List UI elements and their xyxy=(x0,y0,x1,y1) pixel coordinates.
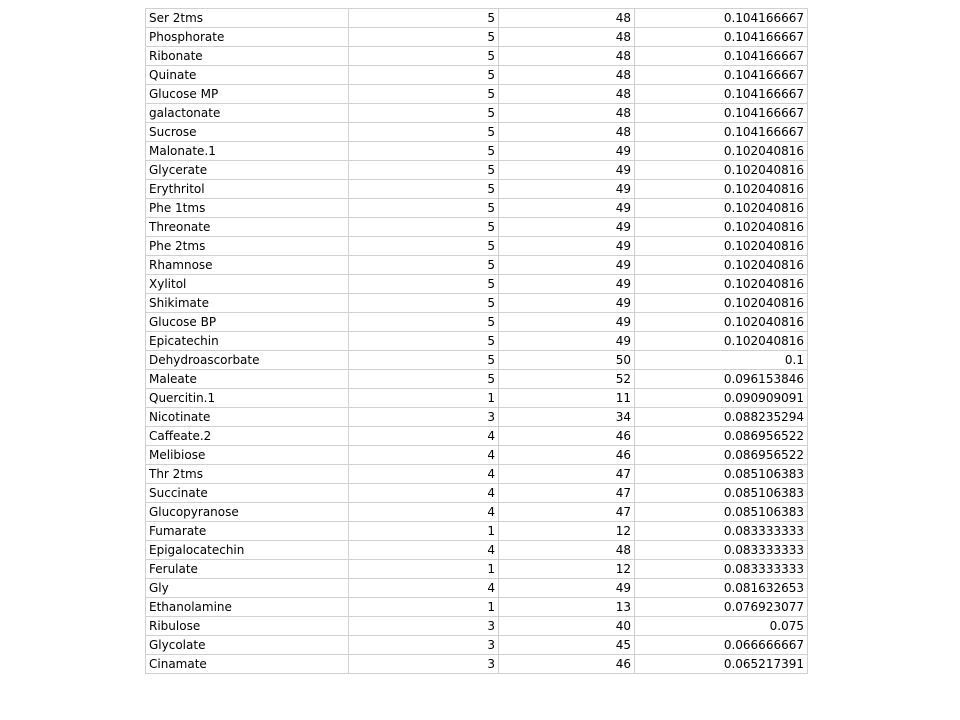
metabolite-name-cell[interactable]: Glucose BP xyxy=(146,313,349,332)
ratio-cell[interactable]: 0.102040816 xyxy=(635,275,808,294)
metabolite-name-cell[interactable]: Phe 2tms xyxy=(146,237,349,256)
metabolite-name-cell[interactable]: Glycolate xyxy=(146,636,349,655)
total-cell[interactable]: 48 xyxy=(499,66,635,85)
table-row xyxy=(146,408,808,427)
total-cell[interactable]: 46 xyxy=(499,446,635,465)
ratio-cell[interactable]: 0.102040816 xyxy=(635,332,808,351)
metabolite-name-cell[interactable]: galactonate xyxy=(146,104,349,123)
ratio-cell[interactable]: 0.085106383 xyxy=(635,503,808,522)
total-cell[interactable]: 48 xyxy=(499,28,635,47)
ratio-cell[interactable]: 0.102040816 xyxy=(635,199,808,218)
table-row xyxy=(146,104,808,123)
count-cell[interactable]: 3 xyxy=(349,408,499,427)
metabolite-name-cell[interactable]: Caffeate.2 xyxy=(146,427,349,446)
total-cell[interactable]: 49 xyxy=(499,313,635,332)
count-cell[interactable]: 5 xyxy=(349,370,499,389)
metabolite-name-cell[interactable]: Shikimate xyxy=(146,294,349,313)
total-cell[interactable]: 45 xyxy=(499,636,635,655)
table-body xyxy=(146,9,808,674)
table-row xyxy=(146,598,808,617)
metabolite-name-cell[interactable]: Dehydroascorbate xyxy=(146,351,349,370)
metabolite-name-cell[interactable]: Ethanolamine xyxy=(146,598,349,617)
ratio-cell[interactable]: 0.102040816 xyxy=(635,256,808,275)
metabolite-name-cell[interactable]: Epicatechin xyxy=(146,332,349,351)
table-row xyxy=(146,123,808,142)
ratio-cell[interactable]: 0.083333333 xyxy=(635,560,808,579)
total-cell[interactable]: 40 xyxy=(499,617,635,636)
metabolite-name-cell[interactable]: Ribonate xyxy=(146,47,349,66)
count-cell[interactable]: 4 xyxy=(349,465,499,484)
ratio-cell[interactable]: 0.1 xyxy=(635,351,808,370)
ratio-cell[interactable]: 0.083333333 xyxy=(635,541,808,560)
ratio-cell[interactable]: 0.066666667 xyxy=(635,636,808,655)
ratio-cell[interactable]: 0.085106383 xyxy=(635,484,808,503)
table-row xyxy=(146,313,808,332)
table-row xyxy=(146,85,808,104)
metabolite-name-cell[interactable]: Threonate xyxy=(146,218,349,237)
total-cell[interactable]: 50 xyxy=(499,351,635,370)
metabolite-name-cell[interactable]: Xylitol xyxy=(146,275,349,294)
metabolite-name-cell[interactable]: Erythritol xyxy=(146,180,349,199)
total-cell[interactable]: 49 xyxy=(499,237,635,256)
total-cell[interactable]: 12 xyxy=(499,522,635,541)
table-row xyxy=(146,465,808,484)
count-cell[interactable]: 5 xyxy=(349,199,499,218)
table-row xyxy=(146,446,808,465)
ratio-cell[interactable]: 0.104166667 xyxy=(635,47,808,66)
metabolite-name-cell[interactable]: Succinate xyxy=(146,484,349,503)
table-row xyxy=(146,541,808,560)
table-row xyxy=(146,351,808,370)
count-cell[interactable]: 3 xyxy=(349,655,499,674)
spreadsheet-table xyxy=(145,8,808,674)
total-cell[interactable]: 49 xyxy=(499,161,635,180)
table-row xyxy=(146,484,808,503)
count-cell[interactable]: 5 xyxy=(349,161,499,180)
count-cell[interactable]: 5 xyxy=(349,123,499,142)
count-cell[interactable]: 5 xyxy=(349,104,499,123)
total-cell[interactable]: 48 xyxy=(499,47,635,66)
table-row xyxy=(146,617,808,636)
ratio-cell[interactable]: 0.104166667 xyxy=(635,66,808,85)
table-row xyxy=(146,66,808,85)
count-cell[interactable]: 5 xyxy=(349,351,499,370)
metabolite-name-cell[interactable]: Cinamate xyxy=(146,655,349,674)
total-cell[interactable]: 12 xyxy=(499,560,635,579)
ratio-cell[interactable]: 0.102040816 xyxy=(635,218,808,237)
ratio-cell[interactable]: 0.102040816 xyxy=(635,161,808,180)
metabolite-name-cell[interactable]: Sucrose xyxy=(146,123,349,142)
total-cell[interactable]: 47 xyxy=(499,503,635,522)
table-row xyxy=(146,427,808,446)
count-cell[interactable]: 5 xyxy=(349,85,499,104)
ratio-cell[interactable]: 0.104166667 xyxy=(635,28,808,47)
total-cell[interactable]: 49 xyxy=(499,142,635,161)
table-row xyxy=(146,161,808,180)
ratio-cell[interactable]: 0.083333333 xyxy=(635,522,808,541)
total-cell[interactable]: 48 xyxy=(499,104,635,123)
metabolite-name-cell[interactable]: Glucopyranose xyxy=(146,503,349,522)
ratio-cell[interactable]: 0.075 xyxy=(635,617,808,636)
total-cell[interactable]: 49 xyxy=(499,579,635,598)
table-row xyxy=(146,180,808,199)
table-row xyxy=(146,560,808,579)
ratio-cell[interactable]: 0.088235294 xyxy=(635,408,808,427)
ratio-cell[interactable]: 0.065217391 xyxy=(635,655,808,674)
ratio-cell[interactable]: 0.090909091 xyxy=(635,389,808,408)
ratio-cell[interactable]: 0.086956522 xyxy=(635,427,808,446)
metabolite-name-cell[interactable]: Epigalocatechin xyxy=(146,541,349,560)
ratio-cell[interactable]: 0.104166667 xyxy=(635,104,808,123)
table-row xyxy=(146,332,808,351)
table-row xyxy=(146,256,808,275)
count-cell[interactable]: 5 xyxy=(349,256,499,275)
total-cell[interactable]: 49 xyxy=(499,256,635,275)
metabolite-name-cell[interactable]: Fumarate xyxy=(146,522,349,541)
count-cell[interactable]: 1 xyxy=(349,598,499,617)
count-cell[interactable]: 5 xyxy=(349,332,499,351)
count-cell[interactable]: 5 xyxy=(349,9,499,28)
total-cell[interactable]: 49 xyxy=(499,294,635,313)
table-row xyxy=(146,47,808,66)
metabolite-name-cell[interactable]: Quercitin.1 xyxy=(146,389,349,408)
ratio-cell[interactable]: 0.076923077 xyxy=(635,598,808,617)
table-row xyxy=(146,579,808,598)
ratio-cell[interactable]: 0.085106383 xyxy=(635,465,808,484)
total-cell[interactable]: 48 xyxy=(499,85,635,104)
metabolite-name-cell[interactable]: Nicotinate xyxy=(146,408,349,427)
metabolite-name-cell[interactable]: Maleate xyxy=(146,370,349,389)
total-cell[interactable]: 49 xyxy=(499,199,635,218)
table-row xyxy=(146,370,808,389)
count-cell[interactable]: 4 xyxy=(349,579,499,598)
table-row xyxy=(146,503,808,522)
table-row xyxy=(146,522,808,541)
table-row xyxy=(146,142,808,161)
count-cell[interactable]: 5 xyxy=(349,142,499,161)
count-cell[interactable]: 5 xyxy=(349,180,499,199)
table-row xyxy=(146,218,808,237)
total-cell[interactable]: 49 xyxy=(499,332,635,351)
count-cell[interactable]: 5 xyxy=(349,237,499,256)
metabolite-name-cell[interactable]: Glycerate xyxy=(146,161,349,180)
ratio-cell[interactable]: 0.102040816 xyxy=(635,313,808,332)
ratio-cell[interactable]: 0.104166667 xyxy=(635,123,808,142)
table-row xyxy=(146,237,808,256)
table-row xyxy=(146,28,808,47)
metabolite-name-cell[interactable]: Ferulate xyxy=(146,560,349,579)
count-cell[interactable]: 1 xyxy=(349,522,499,541)
metabolite-name-cell[interactable]: Glucose MP xyxy=(146,85,349,104)
count-cell[interactable]: 5 xyxy=(349,47,499,66)
total-cell[interactable]: 47 xyxy=(499,484,635,503)
ratio-cell[interactable]: 0.104166667 xyxy=(635,85,808,104)
metabolite-name-cell[interactable]: Ser 2tms xyxy=(146,9,349,28)
ratio-cell[interactable]: 0.102040816 xyxy=(635,142,808,161)
table-row xyxy=(146,636,808,655)
ratio-cell[interactable]: 0.102040816 xyxy=(635,180,808,199)
table-row xyxy=(146,655,808,674)
metabolite-name-cell[interactable]: Melibiose xyxy=(146,446,349,465)
total-cell[interactable]: 34 xyxy=(499,408,635,427)
count-cell[interactable]: 3 xyxy=(349,636,499,655)
metabolite-name-cell[interactable]: Rhamnose xyxy=(146,256,349,275)
count-cell[interactable]: 4 xyxy=(349,503,499,522)
table-row xyxy=(146,294,808,313)
total-cell[interactable]: 13 xyxy=(499,598,635,617)
total-cell[interactable]: 49 xyxy=(499,180,635,199)
ratio-cell[interactable]: 0.096153846 xyxy=(635,370,808,389)
ratio-cell[interactable]: 0.102040816 xyxy=(635,237,808,256)
total-cell[interactable]: 46 xyxy=(499,427,635,446)
count-cell[interactable]: 1 xyxy=(349,560,499,579)
total-cell[interactable]: 47 xyxy=(499,465,635,484)
count-cell[interactable]: 4 xyxy=(349,484,499,503)
count-cell[interactable]: 3 xyxy=(349,617,499,636)
total-cell[interactable]: 49 xyxy=(499,218,635,237)
total-cell[interactable]: 49 xyxy=(499,275,635,294)
count-cell[interactable]: 5 xyxy=(349,275,499,294)
total-cell[interactable]: 11 xyxy=(499,389,635,408)
total-cell[interactable]: 48 xyxy=(499,541,635,560)
ratio-cell[interactable]: 0.104166667 xyxy=(635,9,808,28)
metabolite-name-cell[interactable]: Phosphorate xyxy=(146,28,349,47)
count-cell[interactable]: 4 xyxy=(349,446,499,465)
metabolite-name-cell[interactable]: Malonate.1 xyxy=(146,142,349,161)
table-row xyxy=(146,275,808,294)
table-row xyxy=(146,9,808,28)
total-cell[interactable]: 52 xyxy=(499,370,635,389)
count-cell[interactable]: 5 xyxy=(349,66,499,85)
metabolite-name-cell[interactable]: Gly xyxy=(146,579,349,598)
total-cell[interactable]: 48 xyxy=(499,9,635,28)
total-cell[interactable]: 46 xyxy=(499,655,635,674)
metabolite-name-cell[interactable]: Phe 1tms xyxy=(146,199,349,218)
metabolite-name-cell[interactable]: Thr 2tms xyxy=(146,465,349,484)
count-cell[interactable]: 1 xyxy=(349,389,499,408)
ratio-cell[interactable]: 0.102040816 xyxy=(635,294,808,313)
table-row xyxy=(146,199,808,218)
count-cell[interactable]: 4 xyxy=(349,427,499,446)
table-row xyxy=(146,389,808,408)
ratio-cell[interactable]: 0.081632653 xyxy=(635,579,808,598)
total-cell[interactable]: 48 xyxy=(499,123,635,142)
count-cell[interactable]: 4 xyxy=(349,541,499,560)
count-cell[interactable]: 5 xyxy=(349,294,499,313)
metabolite-name-cell[interactable]: Ribulose xyxy=(146,617,349,636)
ratio-cell[interactable]: 0.086956522 xyxy=(635,446,808,465)
metabolite-name-cell[interactable]: Quinate xyxy=(146,66,349,85)
count-cell[interactable]: 5 xyxy=(349,218,499,237)
count-cell[interactable]: 5 xyxy=(349,28,499,47)
count-cell[interactable]: 5 xyxy=(349,313,499,332)
